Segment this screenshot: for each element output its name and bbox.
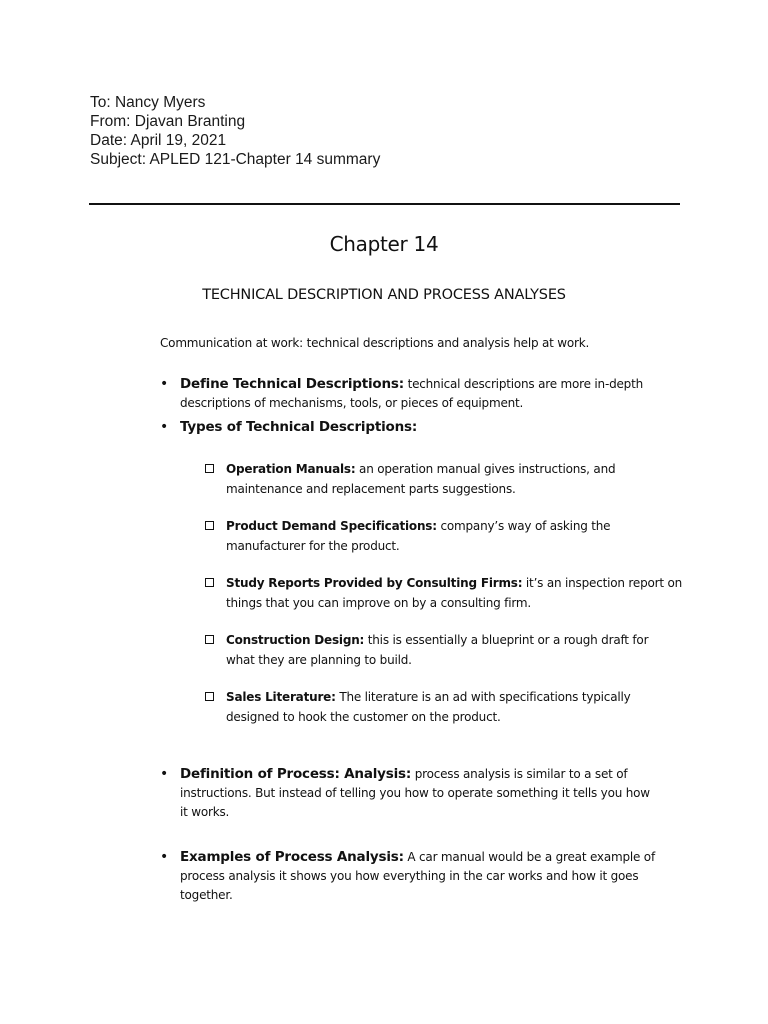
- memo-subject: Subject: APLED 121-Chapter 14 summary: [90, 151, 381, 168]
- bullet-icon: •: [160, 766, 169, 782]
- list-item-term: Sales Literature:: [226, 690, 336, 704]
- bullet-text: process analysis it shows you how everything in the car works and how it goes: [180, 869, 639, 883]
- list-item-text: things that you can improve on by a consulting firm.: [226, 595, 531, 610]
- memo-from: From: Djavan Branting: [90, 113, 246, 130]
- bullet-icon: •: [160, 376, 169, 392]
- bullet-term: Definition of Process: Analysis:: [180, 766, 412, 782]
- list-item-text: company’s way of asking the: [436, 519, 611, 533]
- bullet-text: technical descriptions are more in-depth: [403, 377, 644, 391]
- list-item-text: The literature is an ad with specifications typically: [335, 690, 631, 704]
- list-item-text: it’s an inspection report on: [522, 576, 683, 590]
- list-item-text: this is essentially a blueprint or a rough draft for: [364, 633, 649, 647]
- bullet-icon: •: [160, 419, 169, 435]
- list-item-text: an operation manual gives instructions, and: [355, 462, 616, 476]
- checkbox-square-icon: [205, 692, 214, 701]
- chapter-title: Chapter 14: [329, 232, 439, 256]
- bullet-text: process analysis is similar to a set of: [411, 767, 628, 781]
- list-item-text: designed to hook the customer on the product.: [226, 709, 501, 724]
- memo-to: To: Nancy Myers: [90, 94, 206, 111]
- horizontal-divider: [89, 203, 680, 205]
- checkbox-square-icon: [205, 578, 214, 587]
- list-item-text: maintenance and replacement parts suggestions.: [226, 481, 516, 496]
- list-item-term: Product Demand Specifications:: [226, 519, 437, 533]
- bullet-icon: •: [160, 849, 169, 865]
- bullet-text: descriptions of mechanisms, tools, or pieces of equipment.: [180, 396, 524, 410]
- memo-date: Date: April 19, 2021: [90, 132, 227, 149]
- list-item-term: Operation Manuals:: [226, 462, 356, 476]
- checkbox-square-icon: [205, 521, 214, 530]
- list-item-text: manufacturer for the product.: [226, 538, 400, 553]
- bullet-text: together.: [180, 888, 233, 902]
- bullet-term: Examples of Process Analysis:: [180, 849, 404, 865]
- bullet-term: Types of Technical Descriptions:: [180, 419, 418, 435]
- bullet-text: it works.: [180, 805, 230, 819]
- list-item-term: Study Reports Provided by Consulting Firms:: [226, 576, 523, 590]
- section-title: TECHNICAL DESCRIPTION AND PROCESS ANALYSES: [202, 287, 566, 303]
- memo-header: [90, 93, 380, 169]
- bullet-text: instructions. But instead of telling you how to operate something it tells you how: [180, 786, 650, 800]
- bullet-term: Define Technical Descriptions:: [180, 376, 404, 392]
- checkbox-square-icon: [205, 464, 214, 473]
- checkbox-square-icon: [205, 635, 214, 644]
- intro-text: Communication at work: technical descriptions and analysis help at work.: [160, 336, 590, 350]
- list-item-term: Construction Design:: [226, 633, 365, 647]
- bullet-text: A car manual would be a great example of: [403, 850, 655, 864]
- list-item-text: what they are planning to build.: [226, 652, 412, 667]
